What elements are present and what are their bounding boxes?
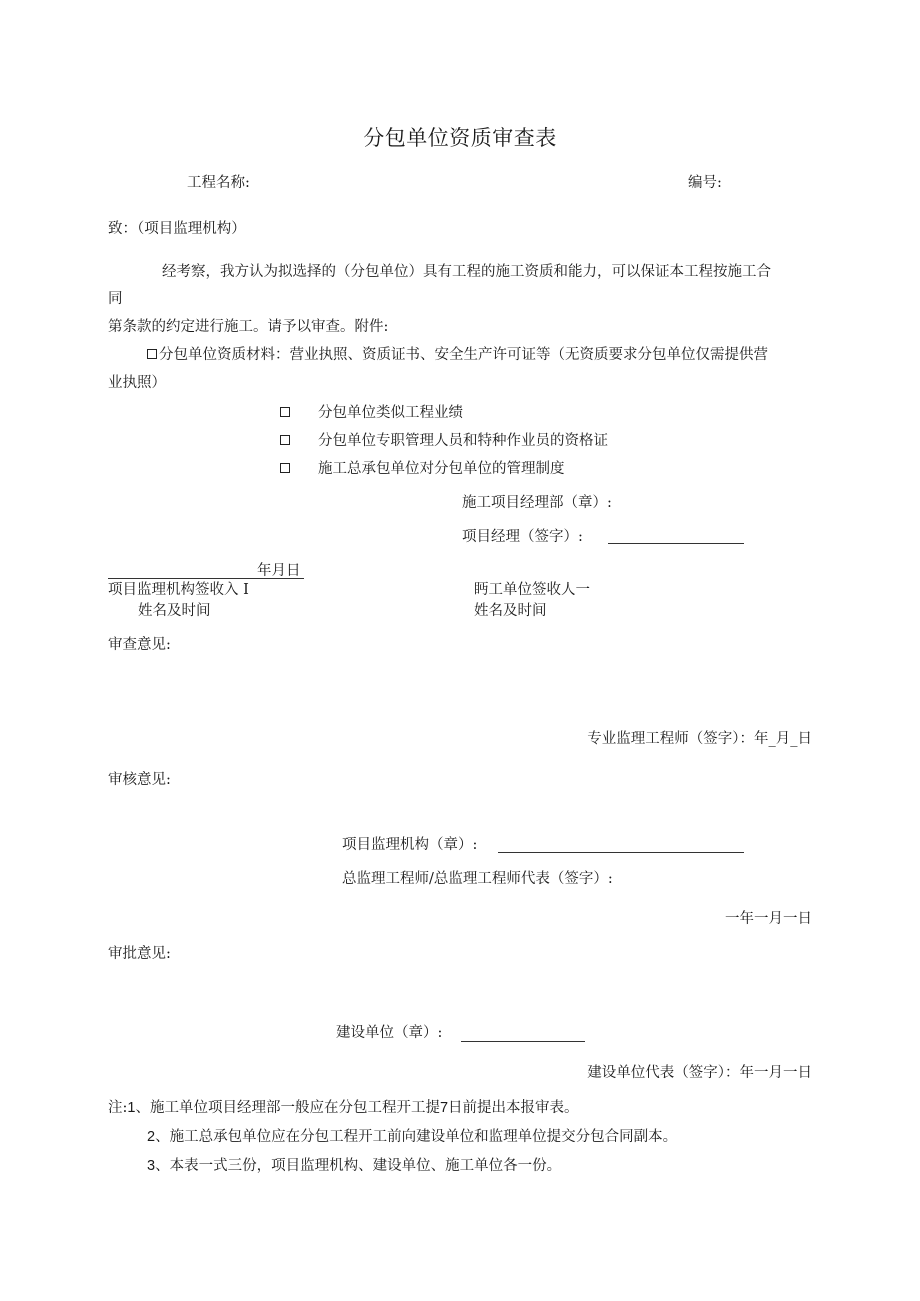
body-line-1: 经考察，我方认为拟选择的（分包单位）具有工程的施工资质和能力，可以保证本工程按施工合 — [162, 264, 771, 280]
note-2-text: 、施工总承包单位应在分包工程开工前向建设单位和监理单位提交分包合同副本。 — [155, 1129, 678, 1145]
project-manager-signature-label: 项目经理（签字）: — [462, 529, 583, 545]
attachment-item-2: 分包单位类似工程业绩 — [318, 405, 463, 421]
note-3-number: 3 — [147, 1158, 156, 1174]
body-line-2: 同 — [108, 291, 123, 307]
manager-signature-line[interactable] — [608, 543, 744, 544]
note-3 — [147, 1159, 561, 1174]
note-3-text: 、本表一式三份，项目监理机构、建设单位、施工单位各一份。 — [155, 1158, 562, 1174]
project-name-label: 工程名称: — [187, 175, 250, 191]
contractor-dept-seal-label: 施工项目经理部（章）: — [462, 495, 612, 511]
body-line-3: 第条款的约定进行施工。请予以审查。附件: — [108, 319, 389, 335]
addressee-line: 致：（项目监理机构） — [108, 221, 246, 237]
chief-engineer-signature-label: 总监理工程师/总监理工程师代表（签字）: — [342, 871, 613, 887]
supervisor-receipt-label: 项目监理机构签收入 I — [108, 582, 249, 598]
supervision-org-seal-label: 项目监理机构（章）: — [342, 837, 478, 853]
attachment-item-1 — [147, 348, 768, 363]
note-1-tail: 日前提出本报审表。 — [448, 1100, 579, 1116]
attachment-item-1-label: 分包单位资质材料：营业执照、资质证书、安全生产许可证等（无资质要求分包单位仅需提供营 — [159, 347, 768, 363]
contractor-receipt-name-time: 姓名及时间 — [474, 603, 547, 619]
note-2-number: 2 — [147, 1129, 156, 1145]
note-1-number: 1 — [127, 1100, 136, 1116]
attachment-item-1-cont: 业执照） — [108, 375, 166, 391]
checkbox-icon[interactable] — [280, 462, 292, 477]
audit-opinion-label: 审核意见: — [108, 772, 171, 788]
supervision-org-line[interactable] — [498, 852, 744, 853]
note-2 — [147, 1130, 677, 1145]
owner-seal-label: 建设单位（章）: — [336, 1025, 443, 1041]
contractor-date: 年月日 — [257, 563, 301, 579]
owner-rep-signature: 建设单位代表（签字）：年一月一日 — [587, 1065, 812, 1081]
attachment-item-4: 施工总承包单位对分包单位的管理制度 — [318, 461, 565, 477]
supervisor-receipt-name-time: 姓名及时间 — [138, 603, 211, 619]
checkbox-icon[interactable] — [280, 406, 292, 421]
notes-prefix: 注: — [108, 1100, 128, 1116]
number-label: 编号: — [688, 175, 722, 191]
checkbox-icon[interactable] — [147, 349, 157, 359]
note-1-text: 、施工单位项目经理部一般应在分包工程开工提 — [135, 1100, 440, 1116]
review-opinion-label: 审查意见: — [108, 637, 171, 653]
audit-date: 一年一月一日 — [725, 911, 812, 927]
owner-seal-line[interactable] — [461, 1041, 585, 1042]
page-title: 分包单位资质审查表 — [363, 126, 557, 150]
checkbox-icon[interactable] — [280, 434, 292, 449]
note-1 — [108, 1101, 579, 1116]
note-1-days: 7 — [439, 1100, 449, 1116]
review-signature: 专业监理工程师（签字）：年_月_日 — [587, 731, 812, 747]
contractor-receipt-label: 眄工单位签收人一 — [474, 582, 590, 598]
attachment-item-3: 分包单位专职管理人员和特种作业员的资格证 — [318, 433, 608, 449]
approval-opinion-label: 审批意见: — [108, 946, 171, 962]
